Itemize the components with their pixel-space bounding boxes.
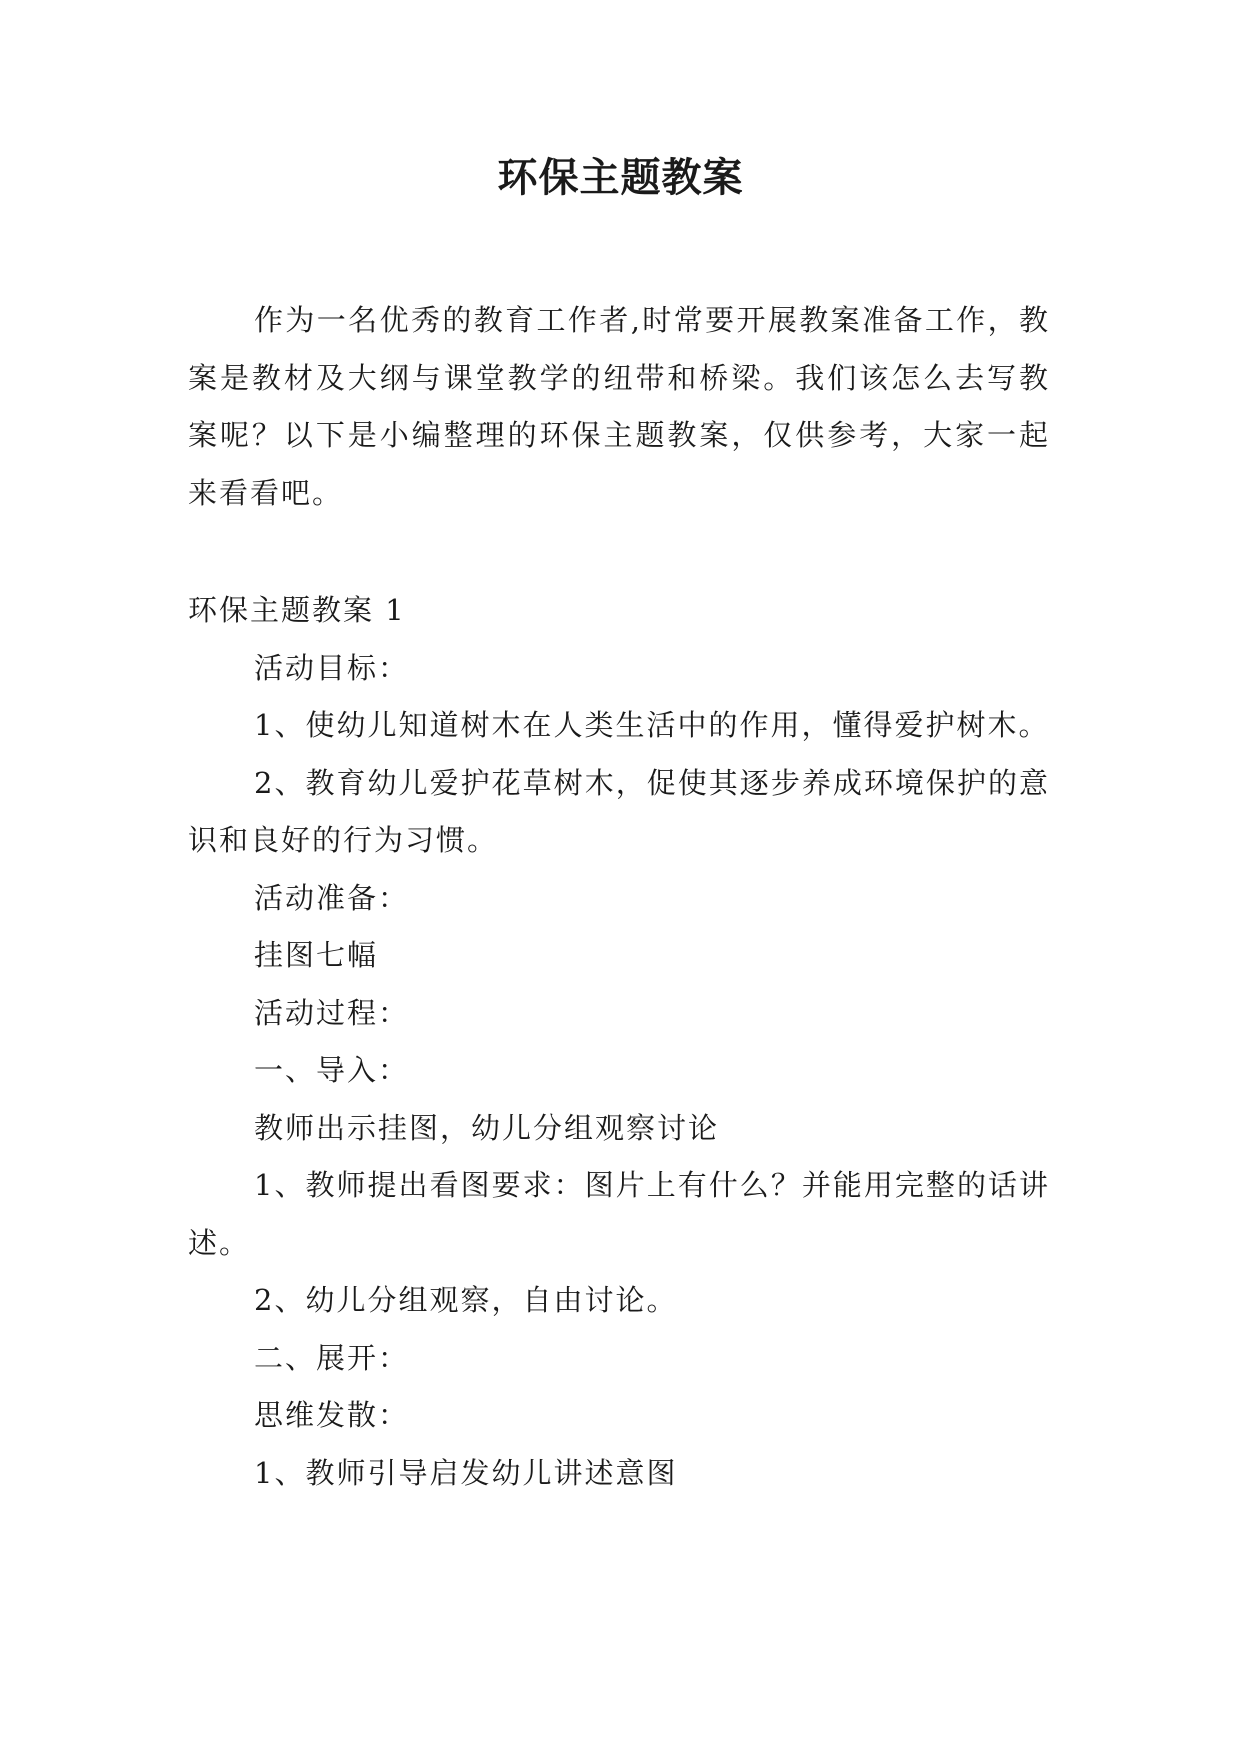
paragraph: 2、幼儿分组观察，自由讨论。: [254, 1283, 678, 1317]
paragraph: 思维发散：: [254, 1398, 410, 1432]
document-title: 环保主题教案: [497, 155, 744, 201]
paragraph: 1、使幼儿知道树木在人类生活中的作用，懂得爱护树木。: [254, 708, 1050, 742]
paragraph: 挂图七幅: [254, 938, 379, 972]
paragraph: 活动准备：: [254, 880, 410, 915]
paragraph: 1、教师提出看图要求：图片上有什么？并能用完整的话讲述。: [188, 1168, 1050, 1260]
paragraph: 活动过程：: [254, 995, 410, 1030]
document-body: [188, 582, 1050, 1502]
paragraph: 2、教育幼儿爱护花草树木，促使其逐步养成环境保护的意识和良好的行为习惯。: [188, 765, 1050, 857]
paragraph: 二、展开：: [254, 1340, 410, 1375]
intro-paragraph: 作为一名优秀的教育工作者,时常要开展教案准备工作，教案是教材及大纲与课堂教学的纽带和桥梁。我们该怎么去写教案呢？以下是小编整理的环保主题教案，仅供参考，大家一起来看看吧。: [188, 303, 1050, 510]
paragraph: 一、导入：: [254, 1053, 410, 1087]
paragraph: 教师出示挂图，幼儿分组观察讨论: [254, 1110, 720, 1145]
paragraph: 环保主题教案 1: [188, 593, 406, 627]
paragraph: 1、教师引导启发幼儿讲述意图: [254, 1455, 678, 1490]
paragraph: 活动目标：: [254, 650, 410, 685]
